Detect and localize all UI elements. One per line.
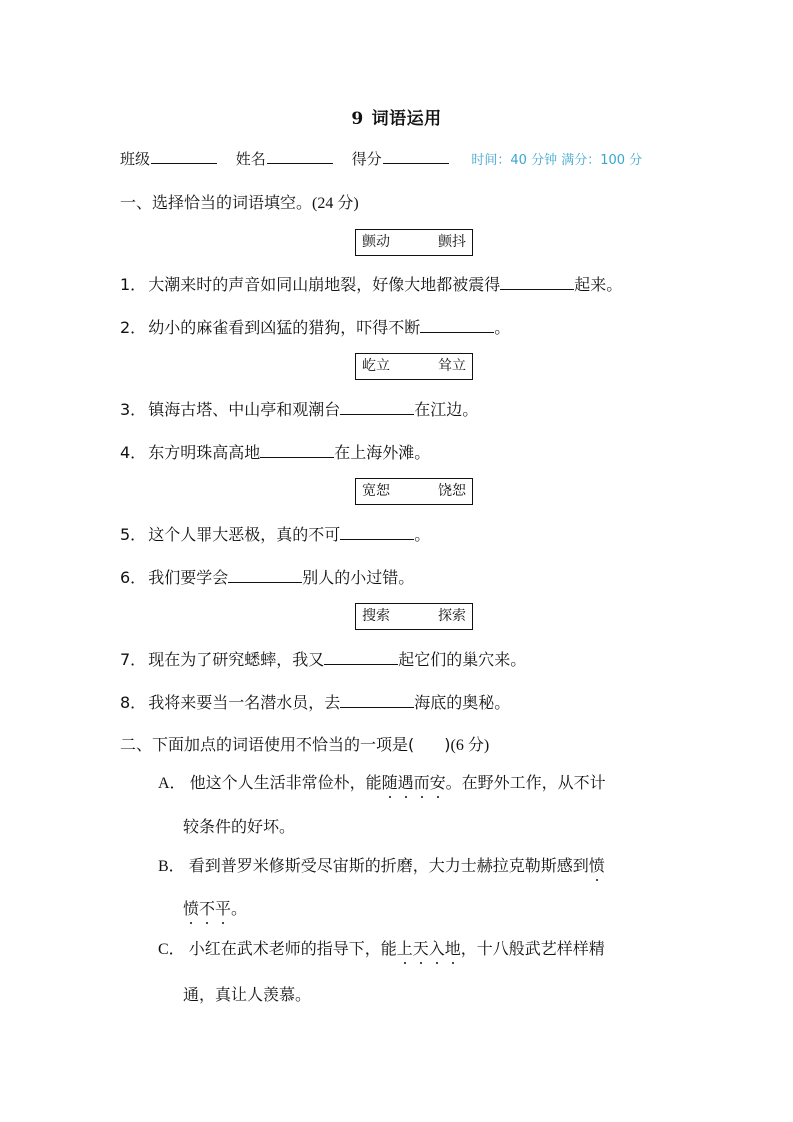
answer-blank[interactable]	[500, 275, 574, 290]
score-label: 得分	[351, 150, 382, 168]
dotted-char: 天	[413, 936, 429, 959]
answer-blank[interactable]	[324, 650, 398, 665]
option-letter: A．	[158, 775, 186, 792]
question-number: 3．	[120, 400, 147, 419]
dotted-char: 愤	[183, 896, 199, 919]
lesson-number: 9	[351, 109, 364, 129]
question-item-6	[120, 565, 414, 588]
score-blank[interactable]	[383, 149, 449, 164]
option-a[interactable]	[158, 770, 606, 793]
answer-blank[interactable]	[420, 318, 494, 333]
dotted-char: 遇	[398, 770, 414, 793]
dotted-char: 而	[414, 770, 430, 793]
answer-blank[interactable]	[260, 443, 334, 458]
section2-heading-close: )	[444, 735, 451, 754]
question-text-end: 。	[414, 525, 431, 544]
option-b-line2	[183, 896, 247, 919]
question-number: 8．	[120, 693, 147, 712]
dotted-phrase	[397, 939, 461, 958]
answer-blank[interactable]	[340, 693, 414, 708]
word-choice-box	[355, 229, 473, 256]
question-text: 镇海古塔、中山亭和观潮台	[148, 400, 341, 419]
word-choice-box	[355, 478, 473, 505]
option-letter: C．	[158, 941, 185, 958]
question-text: 这个人罪大恶极，真的不可	[148, 525, 341, 544]
word-option: 耸立	[438, 358, 466, 374]
name-field	[236, 150, 333, 168]
score-field	[352, 150, 449, 168]
question-text: 现在为了研究蟋蟀，我又	[148, 650, 325, 669]
question-item-2	[120, 315, 510, 338]
question-number: 4．	[120, 443, 147, 462]
option-c[interactable]	[158, 936, 605, 959]
section1-heading-text: 一、选择恰当的词语填空。	[120, 193, 313, 212]
question-number: 7．	[120, 650, 147, 669]
option-text: 。	[231, 899, 248, 918]
option-text: ，十八般武艺样样精	[460, 939, 605, 958]
question-item-4	[120, 440, 430, 463]
class-label: 班级	[120, 150, 151, 168]
question-item-1	[120, 272, 622, 295]
question-text-end: 起它们的巢穴来。	[398, 650, 527, 669]
word-option: 搜索	[362, 608, 390, 624]
dotted-phrase	[589, 856, 605, 875]
question-item-8	[120, 690, 510, 713]
section2-heading-text: 二、下面加点的词语使用不恰当的一项是(	[120, 735, 415, 754]
question-text-end: 别人的小过错。	[302, 568, 415, 587]
dotted-char: 随	[382, 770, 398, 793]
word-choice-box	[355, 603, 473, 630]
dotted-phrase	[382, 773, 446, 792]
word-option: 探索	[438, 608, 466, 624]
question-text-end: 海底的奥秘。	[414, 693, 511, 712]
question-number: 2．	[120, 318, 147, 337]
answer-blank[interactable]	[340, 400, 414, 415]
word-option: 颤动	[362, 234, 390, 250]
question-text-end: 起来。	[574, 275, 623, 294]
name-label: 姓名	[235, 150, 266, 168]
option-text: 看到普罗米修斯受尽宙斯的折磨，大力士赫拉克勒斯感到	[188, 856, 589, 875]
class-field	[120, 150, 217, 168]
dotted-char: 入	[429, 936, 445, 959]
question-text-end: 在上海外滩。	[334, 443, 431, 462]
option-a-line2	[183, 814, 295, 837]
dotted-phrase	[183, 899, 231, 918]
dotted-char: 上	[397, 936, 413, 959]
question-item-5	[120, 522, 430, 545]
lesson-title: 词语运用	[371, 109, 442, 129]
page-title	[0, 104, 793, 129]
option-c-line2	[183, 982, 311, 1005]
word-option: 宽恕	[362, 483, 390, 499]
word-choice-box	[355, 353, 473, 380]
question-item-7	[120, 647, 526, 670]
word-option: 颤抖	[438, 234, 466, 250]
option-text: 通，真让人羡慕。	[183, 985, 312, 1004]
question-text-end: 在江边。	[414, 400, 479, 419]
question-text: 东方明珠高高地	[148, 443, 261, 462]
dotted-char: 愤	[589, 853, 605, 876]
class-blank[interactable]	[151, 149, 217, 164]
question-item-3	[120, 397, 478, 420]
section1-heading	[120, 190, 359, 213]
question-number: 5．	[120, 525, 147, 544]
question-text: 幼小的麻雀看到凶猛的猎狗，吓得不断	[148, 318, 421, 337]
option-text: 小红在武术老师的指导下，能	[188, 939, 397, 958]
question-text: 大潮来时的声音如同山崩地裂，好像大地都被震得	[148, 275, 501, 294]
answer-blank[interactable]	[340, 525, 414, 540]
option-b[interactable]	[158, 853, 605, 876]
word-option: 饶恕	[438, 483, 466, 499]
option-text: 。在野外工作，从不计	[445, 773, 606, 792]
section2-heading	[120, 732, 489, 755]
answer-blank[interactable]	[228, 568, 302, 583]
dotted-char: 安	[430, 770, 446, 793]
question-number: 6．	[120, 568, 147, 587]
time-and-score-meta: 时间：40 分钟 满分：100 分	[471, 153, 643, 168]
dotted-char: 不	[199, 896, 215, 919]
question-number: 1．	[120, 275, 147, 294]
section1-score: (24 分)	[312, 195, 359, 212]
dotted-char: 地	[445, 936, 461, 959]
question-text: 我们要学会	[148, 568, 229, 587]
word-option: 屹立	[362, 358, 390, 374]
option-letter: B．	[158, 858, 185, 875]
question-text-end: 。	[494, 318, 511, 337]
student-info-row	[120, 148, 642, 169]
name-blank[interactable]	[267, 149, 333, 164]
option-text: 较条件的好坏。	[183, 817, 296, 836]
dotted-char: 平	[215, 896, 231, 919]
option-text: 他这个人生活非常俭朴，能	[189, 773, 382, 792]
question-text: 我将来要当一名潜水员，去	[148, 693, 341, 712]
section2-score: (6 分)	[450, 737, 490, 754]
